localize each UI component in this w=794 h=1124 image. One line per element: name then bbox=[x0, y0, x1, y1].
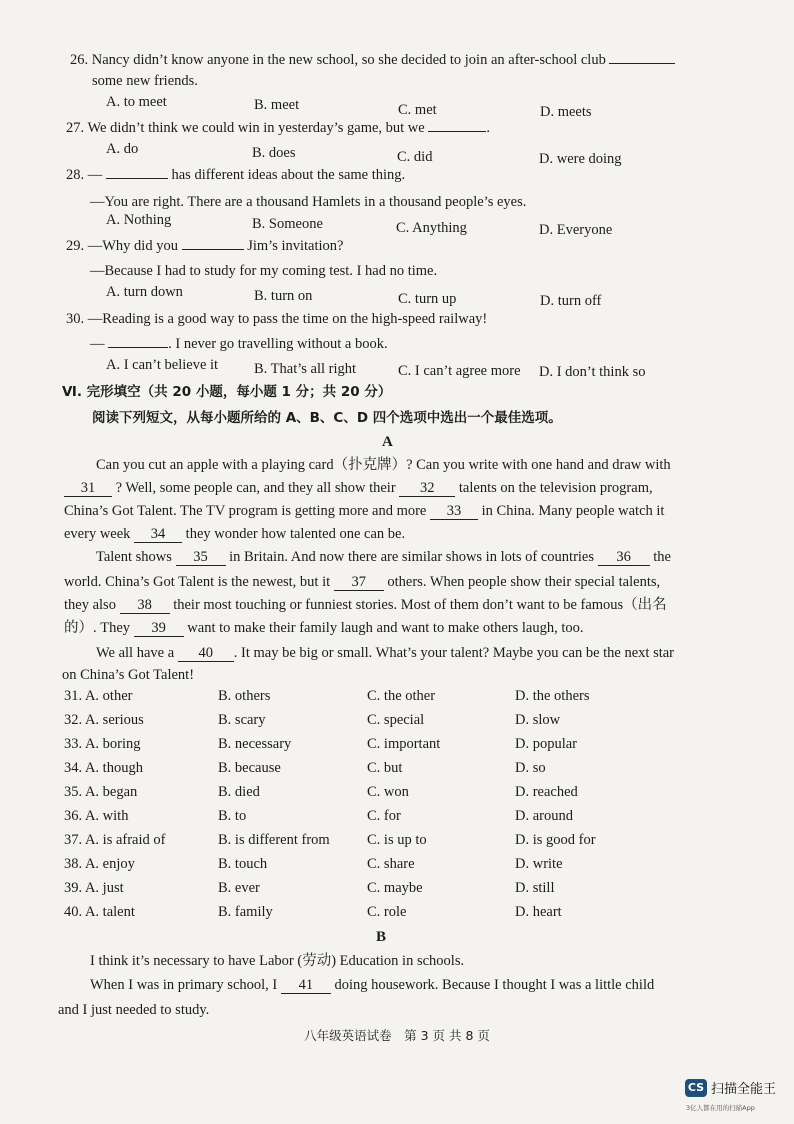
passage-b-line: and I just needed to study. bbox=[58, 1002, 210, 1018]
q27-stem: 27. We didn’t think we could win in yesterday’s game, but we . bbox=[66, 120, 490, 136]
q30-blank bbox=[108, 347, 168, 348]
q29-reply: —Because I had to study for my coming test. I had no time. bbox=[90, 263, 438, 279]
passage-a-line: We all have a 40 . It may be big or small. What’s your talent? Maybe you can be the next star bbox=[96, 645, 675, 661]
q26-option-c: C. met bbox=[398, 102, 437, 118]
blank-32: 32 bbox=[399, 480, 455, 497]
q30-option-a: A. I can’t believe it bbox=[106, 357, 219, 373]
q28-stem: 28. — has different ideas about the same thing. bbox=[66, 167, 406, 183]
q27-option-b: B. does bbox=[252, 145, 296, 161]
q29-option-a: A. turn down bbox=[106, 284, 183, 300]
blank-34: 34 bbox=[134, 526, 182, 543]
q29-option-c: C. turn up bbox=[398, 291, 457, 307]
q27-blank bbox=[428, 131, 486, 132]
section-instruction: 阅读下列短文，从每小题所给的 A、B、C、D 四个选项中选出一个最佳选项。 bbox=[92, 410, 562, 426]
choice-row: 40. A. talent B. family C. role D. heart bbox=[64, 904, 562, 920]
blank-36: 36 bbox=[598, 549, 650, 566]
blank-37: 37 bbox=[334, 574, 384, 591]
passage-a-line: Talent shows 35 in Britain. And now there are similar shows in lots of countries 36 the bbox=[96, 549, 671, 565]
q26-option-d: D. meets bbox=[540, 104, 592, 120]
passage-a-line: on China’s Got Talent! bbox=[62, 667, 195, 683]
q30-stem: 30. —Reading is a good way to pass the time on the high-speed railway! bbox=[66, 311, 488, 327]
q30-reply: — . I never go travelling without a book. bbox=[90, 336, 388, 352]
choice-row: 31. A. other B. others C. the other D. the others bbox=[64, 688, 590, 704]
q30-option-c: C. I can’t agree more bbox=[398, 363, 521, 379]
q26-stem: 26. Nancy didn’t know anyone in the new school, so she decided to join an after-school club bbox=[70, 50, 675, 70]
q30-option-b: B. That’s all right bbox=[254, 361, 357, 377]
q27-option-c: C. did bbox=[397, 149, 433, 165]
q27-option-d: D. were doing bbox=[539, 151, 622, 167]
blank-38: 38 bbox=[120, 597, 170, 614]
watermark-tagline: 3亿人都在用的扫描App bbox=[686, 1104, 755, 1112]
q26-blank bbox=[609, 63, 675, 64]
passage-a-line: China’s Got Talent. The TV program is getting more and more 33 in China. Many people watch it bbox=[64, 503, 665, 519]
choice-row: 35. A. began B. died C. won D. reached bbox=[64, 784, 578, 800]
q29-option-b: B. turn on bbox=[254, 288, 313, 304]
choice-row: 36. A. with B. to C. for D. around bbox=[64, 808, 573, 824]
passage-a-line: world. China’s Got Talent is the newest, but it 37 others. When people show their special talents, bbox=[64, 574, 661, 590]
passage-a-heading: A bbox=[382, 434, 393, 450]
q28-option-b: B. Someone bbox=[252, 216, 323, 232]
q27-option-a: A. do bbox=[106, 141, 139, 157]
section-title: Ⅵ. 完形填空（共 20 小题，每小题 1 分；共 20 分） bbox=[62, 384, 392, 400]
choice-row: 39. A. just B. ever C. maybe D. still bbox=[64, 880, 555, 896]
q28-reply: —You are right. There are a thousand Hamlets in a thousand people’s eyes. bbox=[90, 194, 527, 210]
watermark-name: 扫描全能王 bbox=[711, 1082, 777, 1097]
choice-row: 34. A. though B. because C. but D. so bbox=[64, 760, 546, 776]
passage-b-line: I think it’s necessary to have Labor (劳动) Education in schools. bbox=[90, 953, 465, 969]
passage-b-heading: B bbox=[376, 929, 387, 945]
q29-option-d: D. turn off bbox=[540, 293, 602, 309]
q26-option-b: B. meet bbox=[254, 97, 300, 113]
blank-35: 35 bbox=[176, 549, 226, 566]
q30-option-d: D. I don’t think so bbox=[539, 364, 646, 380]
blank-41: 41 bbox=[281, 977, 331, 994]
q28-option-c: C. Anything bbox=[396, 220, 467, 236]
choice-row: 33. A. boring B. necessary C. important D. popular bbox=[64, 736, 578, 752]
q28-option-d: D. Everyone bbox=[539, 222, 613, 238]
choice-row: 32. A. serious B. scary C. special D. slow bbox=[64, 712, 561, 728]
blank-33: 33 bbox=[430, 503, 478, 520]
blank-40: 40 bbox=[178, 645, 234, 662]
blank-39: 39 bbox=[134, 620, 184, 637]
passage-a-line: they also 38 their most touching or funniest stories. Most of them don’t want to be famous（出名 bbox=[64, 597, 667, 613]
passage-a-line: Can you cut an apple with a playing card（扑克牌）? Can you write with one hand and draw with bbox=[96, 457, 671, 473]
passage-a-line: 31 ? Well, some people can, and they all show their 32 talents on the television program, bbox=[64, 478, 653, 498]
q26-stem-cont: some new friends. bbox=[92, 73, 198, 89]
camscanner-logo-icon: CS bbox=[685, 1079, 707, 1097]
q26-option-a: A. to meet bbox=[106, 94, 167, 110]
choice-row: 38. A. enjoy B. touch C. share D. write bbox=[64, 856, 563, 872]
q28-option-a: A. Nothing bbox=[106, 212, 172, 228]
passage-a-line: every week 34 they wonder how talented one can be. bbox=[64, 526, 406, 542]
blank-31: 31 bbox=[64, 480, 112, 497]
passage-a-line: 的）. They 39 want to make their family laugh and want to make others laugh, too. bbox=[64, 620, 584, 636]
q28-blank bbox=[106, 178, 168, 179]
q29-stem: 29. —Why did you Jim’s invitation? bbox=[66, 238, 344, 254]
q29-blank bbox=[182, 249, 244, 250]
page-footer: 八年级英语试卷 第 3 页 共 8 页 bbox=[304, 1028, 490, 1043]
choice-row: 37. A. is afraid of B. is different from C. is up to D. is good for bbox=[64, 832, 596, 848]
passage-b-line: When I was in primary school, I 41 doing housework. Because I thought I was a little child bbox=[90, 977, 655, 993]
